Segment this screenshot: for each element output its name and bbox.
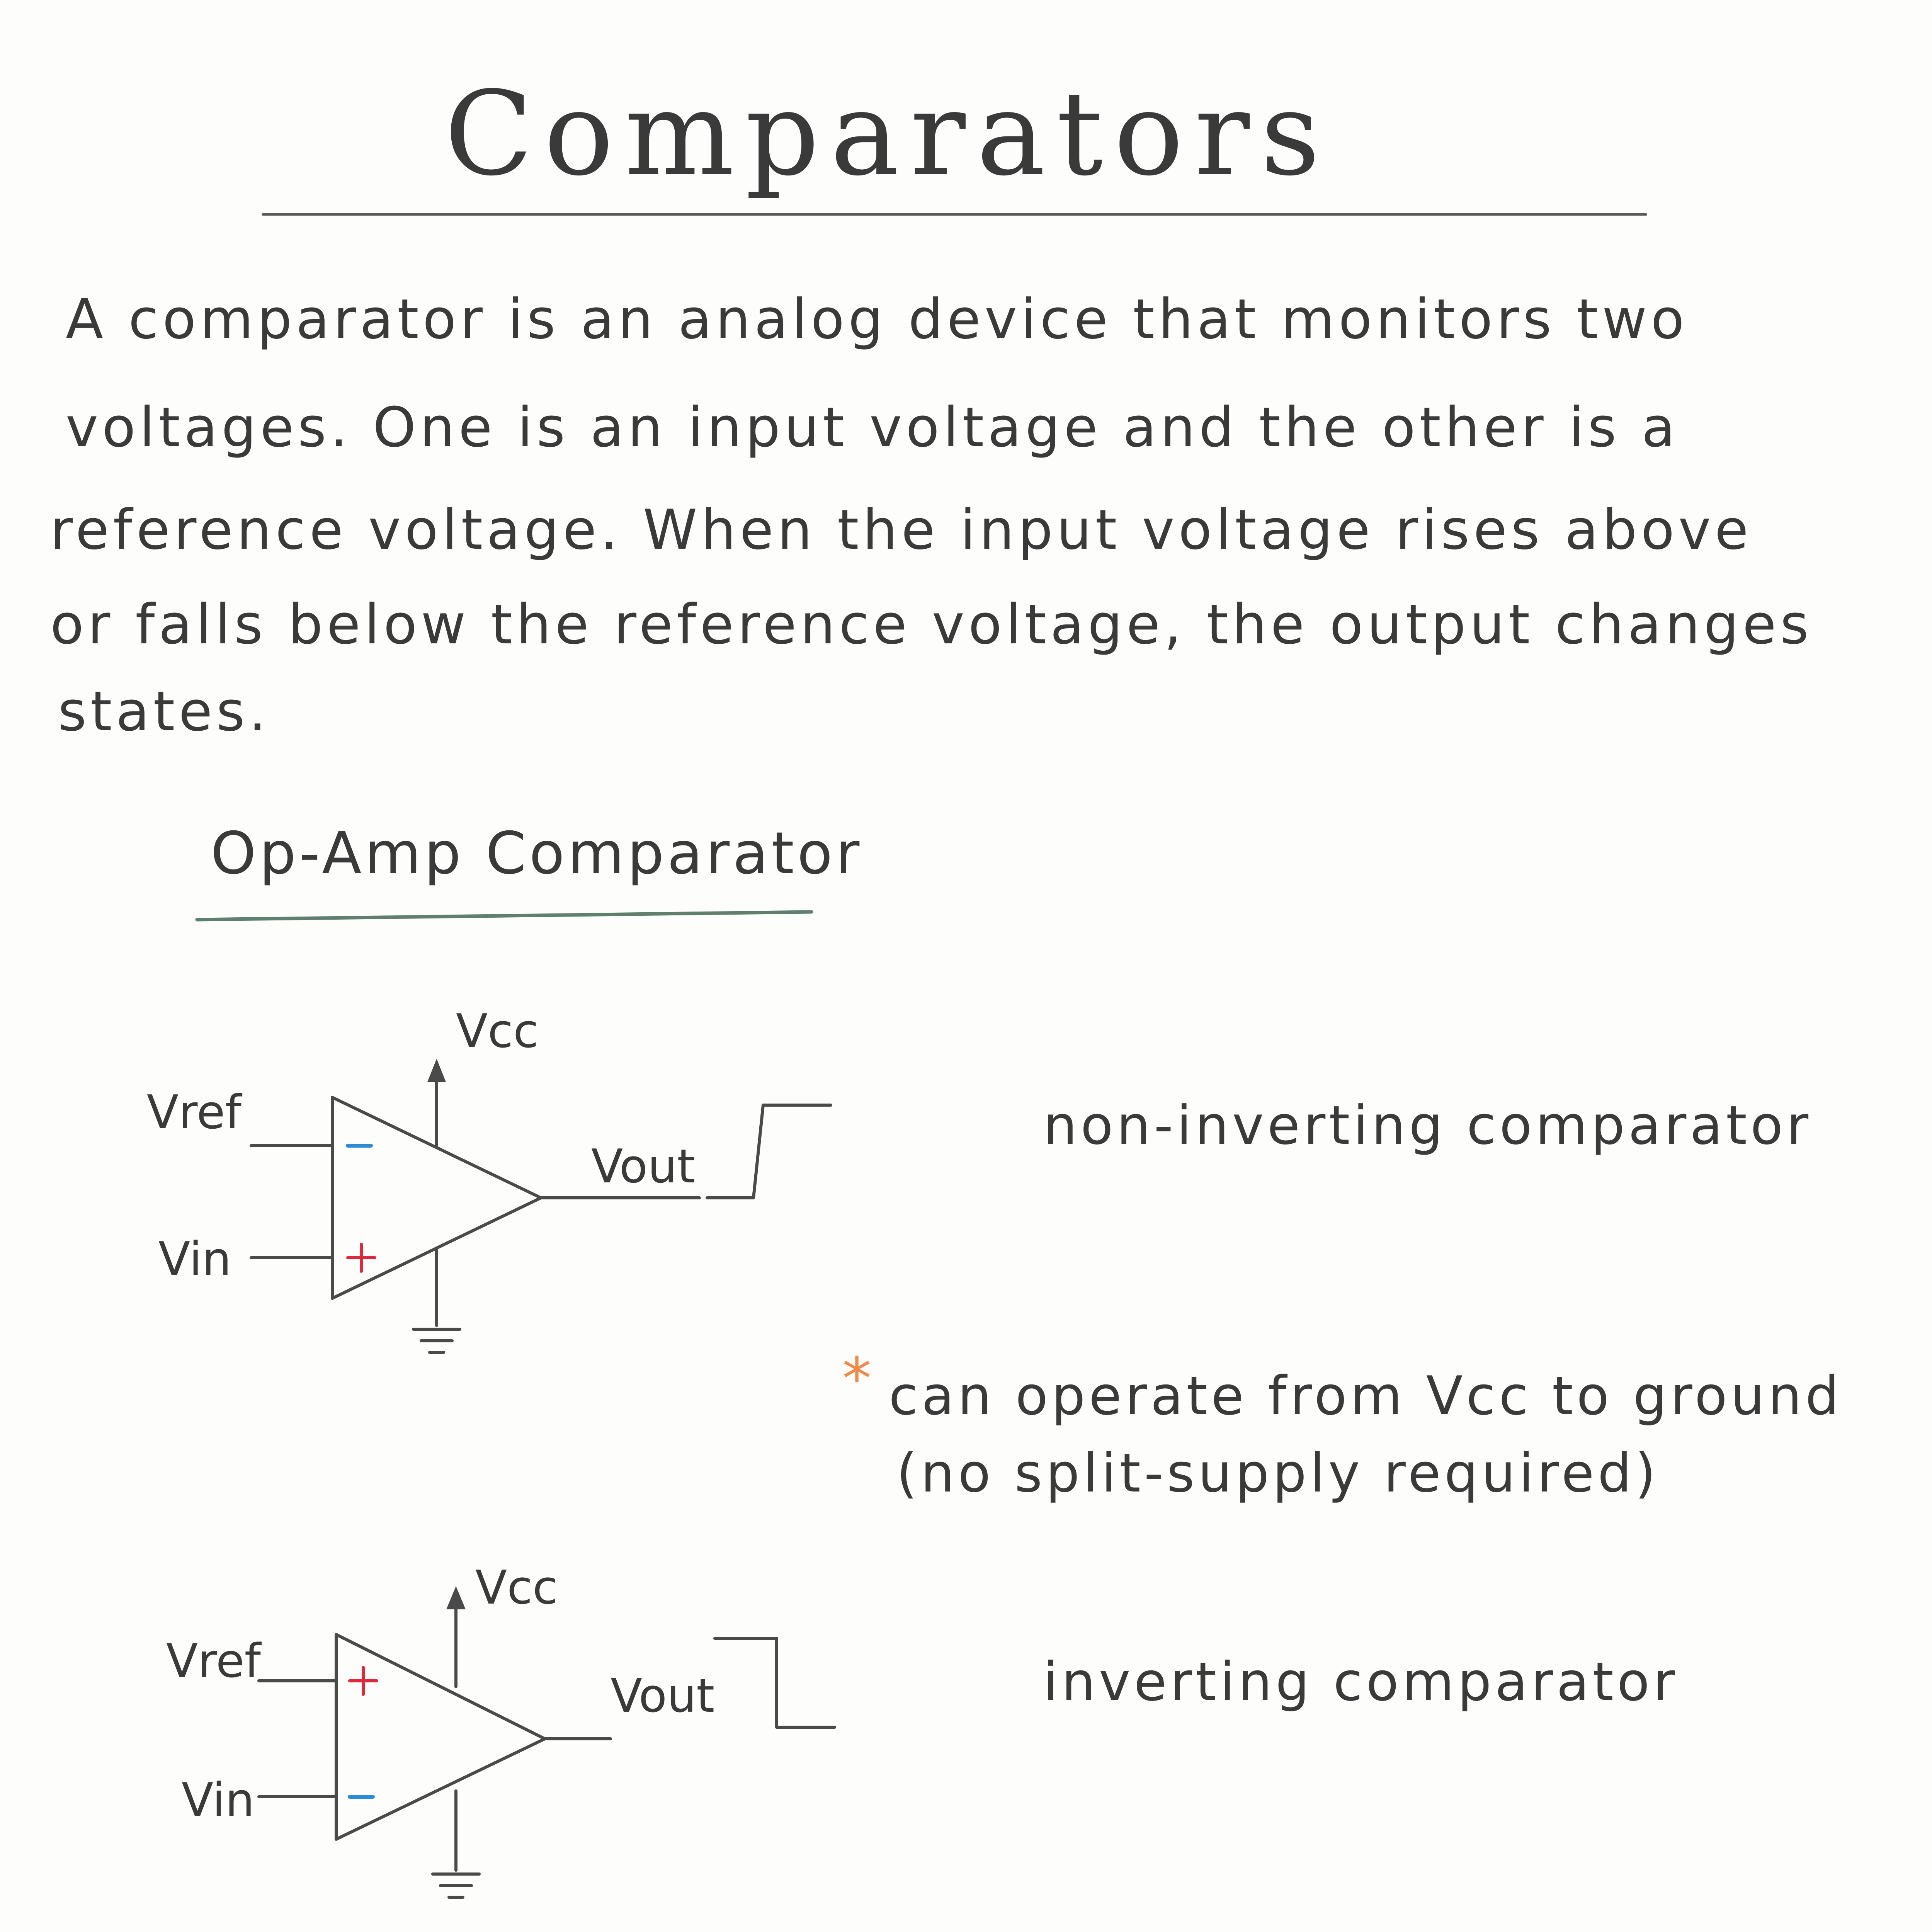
- inverting-comparator-diagram: [166, 1561, 835, 1897]
- section-underline: [197, 912, 811, 920]
- noninverting-comparator-diagram: [147, 1005, 831, 1352]
- falling-edge-waveform: [715, 1638, 835, 1727]
- vin-label: Vin: [182, 1774, 255, 1827]
- vcc-label: Vcc: [456, 1005, 539, 1058]
- intro-line-1: A comparator is an analog device that monitors two: [66, 287, 1689, 351]
- plus-sign-icon: [348, 1244, 375, 1271]
- supply-note-line-1: can operate from Vcc to ground: [889, 1365, 1843, 1427]
- intro-line-2: voltages. One is an input voltage and the other is a: [66, 396, 1679, 459]
- vcc-arrow-icon: [427, 1059, 446, 1082]
- intro-line-3: reference voltage. When the input voltage rises above: [50, 498, 1752, 562]
- rising-edge-waveform: [707, 1105, 831, 1198]
- noninverting-caption: non-inverting comparator: [1043, 1094, 1812, 1156]
- supply-note-line-2: (no split-supply required): [896, 1442, 1660, 1504]
- supply-note-asterisk: *: [842, 1345, 871, 1413]
- vcc-label: Vcc: [475, 1561, 558, 1615]
- plus-sign-icon: [350, 1667, 377, 1694]
- inverting-caption: inverting comparator: [1043, 1651, 1679, 1713]
- ground-icon: [413, 1329, 460, 1352]
- vref-label: Vref: [166, 1634, 261, 1688]
- opamp-triangle: [336, 1634, 545, 1839]
- page-title: Comparators: [444, 66, 1331, 201]
- section-heading: Op-Amp Comparator: [211, 820, 863, 887]
- vout-label: Vout: [611, 1669, 715, 1723]
- vref-label: Vref: [147, 1086, 242, 1139]
- intro-paragraph: [50, 287, 1813, 743]
- intro-line-5: states.: [58, 680, 270, 743]
- vout-label: Vout: [591, 1140, 696, 1194]
- ground-icon: [433, 1874, 479, 1897]
- vcc-arrow-icon: [446, 1586, 466, 1609]
- vin-label: Vin: [158, 1233, 231, 1286]
- intro-line-4: or falls below the reference voltage, the output changes: [50, 593, 1813, 656]
